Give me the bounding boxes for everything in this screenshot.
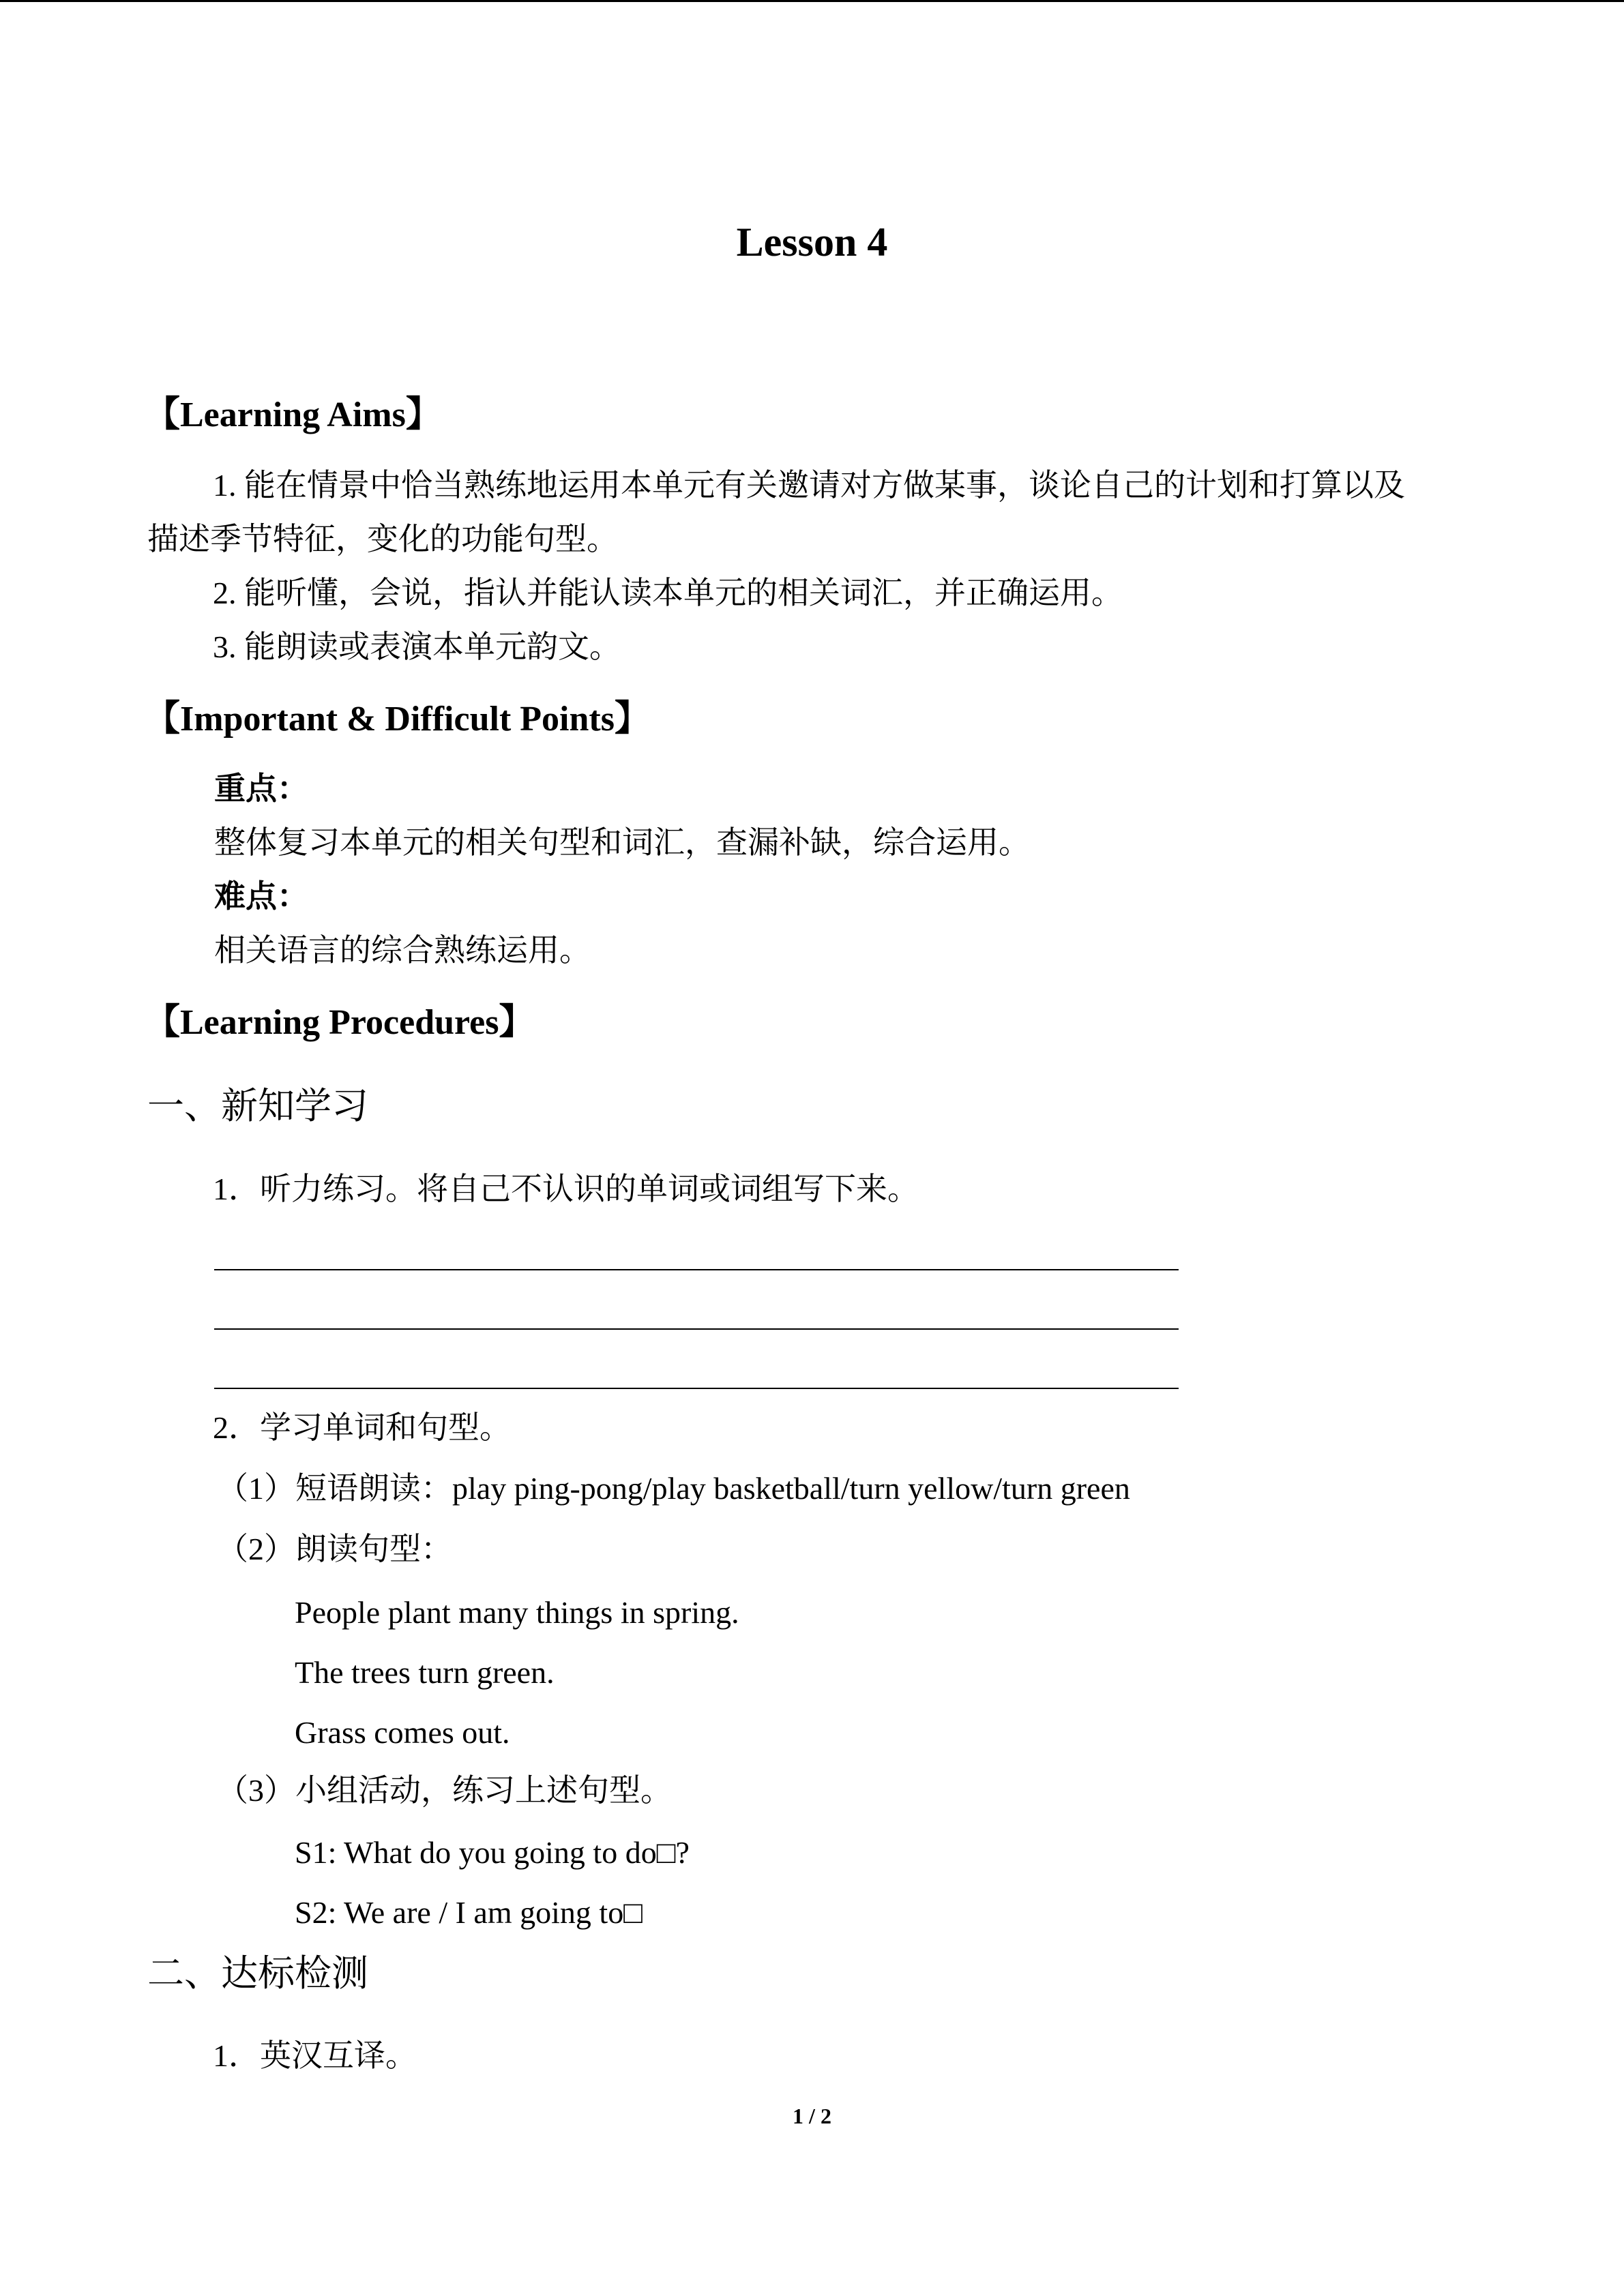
important-points-heading: 【Important & Difficult Points】 <box>145 700 650 739</box>
answer-line-2 <box>214 1328 1179 1330</box>
difficult-points-label: 难点： <box>214 879 308 914</box>
answer-line-1 <box>214 1269 1179 1270</box>
listening-task: 1．听力练习。将自己不认识的单词或词组写下来。 <box>213 1172 919 1206</box>
sentence-3: Grass comes out. <box>295 1715 510 1750</box>
phrase-reading: （1）短语朗读：play ping-pong/play basketball/turn yellow/turn green <box>217 1471 1130 1506</box>
aim-item-3: 3. 能朗读或表演本单元韵文。 <box>213 629 621 664</box>
section-2-title: 二、达标检测 <box>147 1953 368 1994</box>
section-1-title: 一、新知学习 <box>147 1086 368 1127</box>
sentence-2: The trees turn green. <box>295 1655 555 1690</box>
sentence-reading-label: （2）朗读句型： <box>217 1532 452 1566</box>
learning-procedures-heading: 【Learning Procedures】 <box>145 1003 535 1042</box>
key-points-text: 整体复习本单元的相关句型和词汇，查漏补缺，综合运用。 <box>214 825 1030 860</box>
dialogue-line-2: S2: We are / I am going to□ <box>295 1895 643 1930</box>
aim-item-1-line-1: 1. 能在情景中恰当熟练地运用本单元有关邀请对方做某事，谈论自己的计划和打算以及 <box>213 468 1405 503</box>
group-activity: （3）小组活动，练习上述句型。 <box>217 1773 672 1808</box>
aim-item-1-line-2: 描述季节特征，变化的功能句型。 <box>147 522 618 556</box>
aim-item-2: 2. 能听懂，会说，指认并能认读本单元的相关词汇，并正确运用。 <box>213 576 1123 610</box>
vocabulary-task: 2．学习单词和句型。 <box>213 1410 511 1445</box>
page-number: 1 / 2 <box>793 2104 831 2128</box>
difficult-points-text: 相关语言的综合熟练运用。 <box>214 933 591 968</box>
translation-task: 1．英汉互译。 <box>213 2038 417 2073</box>
dialogue-line-1: S1: What do you going to do□? <box>295 1835 690 1870</box>
answer-line-3 <box>214 1388 1179 1389</box>
key-points-label: 重点： <box>214 771 308 806</box>
sentence-1: People plant many things in spring. <box>295 1595 739 1630</box>
page-title: Lesson 4 <box>736 220 888 265</box>
learning-aims-heading: 【Learning Aims】 <box>145 396 441 434</box>
